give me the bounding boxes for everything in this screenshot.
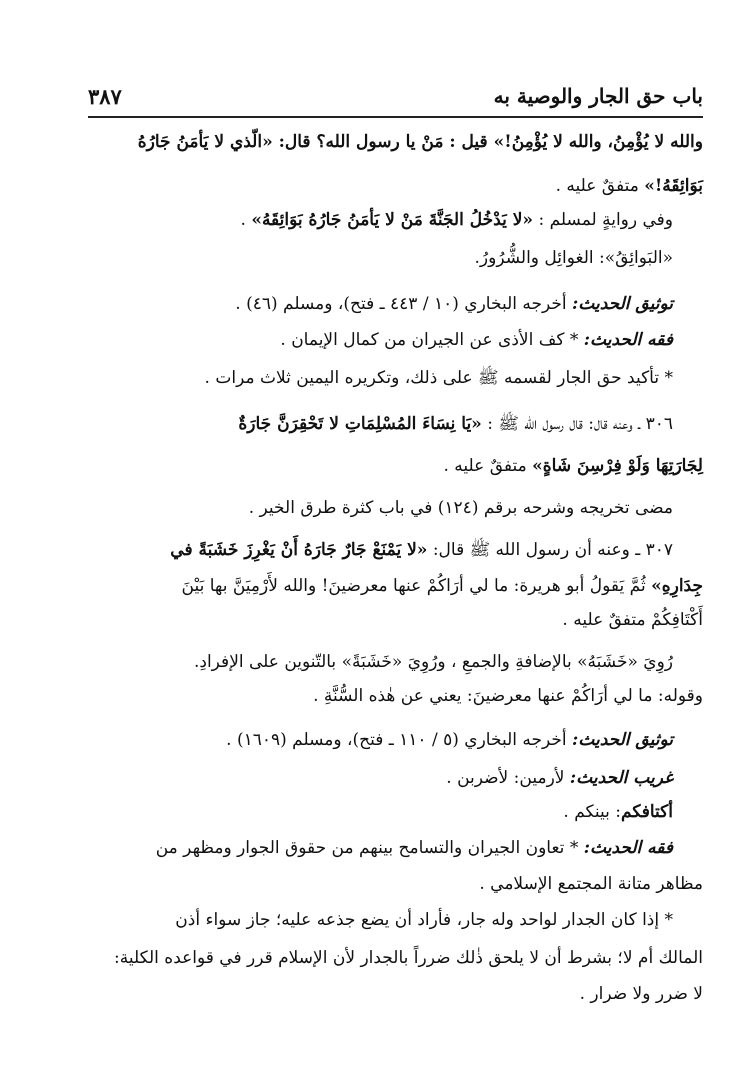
line-text: مضى تخريجه وشرحه برقم (١٢٤) في باب كثرة طرق الخير .: [248, 498, 673, 518]
line-text: وفي روايةٍ لمسلم :: [533, 210, 673, 230]
line-text: «البَوائِقُ»: الغوائِل والشُّرُورُ.: [474, 248, 673, 268]
line-text: لأرمين: لأضربن .: [446, 768, 570, 788]
section-label: فقه الحديث:: [583, 838, 673, 858]
line-text: أخرجه البخاري (٥ / ١١٠ ـ فتح)، ومسلم (١٦٠٩) .: [226, 730, 573, 750]
section-label: فقه الحديث:: [583, 330, 673, 350]
line-text: : بينكم .: [563, 802, 622, 822]
text-line: [313, 682, 703, 712]
text-line: [475, 244, 673, 274]
line-text: متفقٌ عليه .: [555, 176, 645, 196]
text-line: [170, 536, 673, 566]
line-text: .: [240, 210, 252, 230]
text-line: [241, 206, 674, 236]
text-line: [182, 572, 704, 602]
section-label: توثيق الحديث:: [572, 294, 673, 314]
text-line: [580, 980, 703, 1010]
term-label: أكتافكم: [621, 802, 673, 822]
line-text: * إذا كان الجدار لواحد وله جار، فأراد أن يضع جذعه عليه؛ جاز سواء أذن: [175, 910, 673, 930]
line-text: * تأكيد حق الجار لقسمه ﷺ على ذلك، وتكريره اليمين ثلاث مرات .: [204, 368, 673, 388]
line-text: ثُمَّ يَقولُ أبو هريرة: ما لي أرَاكُمْ عنها معرضينَ! والله لأَرْمِيَنَّ بها بَيْنَ: [181, 576, 652, 596]
text-line: [175, 906, 673, 936]
line-text: متفقٌ عليه .: [443, 456, 533, 476]
hadith-text: بَوَائِقَهُ!»: [644, 176, 703, 196]
line-text: * كف الأذى عن الجيران من كمال الإيمان .: [280, 330, 584, 350]
text-line: [194, 648, 673, 678]
text-line: [562, 606, 703, 636]
section-label: توثيق الحديث:: [572, 730, 673, 750]
header-divider: [88, 116, 703, 118]
hadith-text: جِدَارِهِ»: [651, 576, 703, 596]
text-line: [138, 128, 703, 158]
line-text: ٣٠٦ ـ وعنه قال: قال رسول الله ﷺ :: [481, 414, 673, 434]
text-line: [443, 452, 703, 482]
text-line: [156, 834, 673, 864]
text-line: [114, 944, 703, 974]
section-label: غريب الحديث:: [569, 768, 673, 788]
line-text: رُوِيَ «خَشَبَهُ» بالإضافةِ والجمعِ ، ورُوِيَ «خَشَبَةً» بالتّنوين على الإفرادِ.: [193, 652, 673, 672]
line-text: أَكْتَافِكُمْ متفقٌ عليه .: [562, 610, 703, 630]
text-line: [205, 364, 673, 394]
page-header: [88, 84, 703, 118]
line-text: ٣٠٧ ـ وعنه أن رسول الله ﷺ قال:: [427, 540, 673, 560]
chapter-title: باب حق الجار والوصية به: [493, 84, 703, 108]
hadith-text: «لا يَمْنَعْ جَارٌ جَارَهُ أَنْ يَغْرِزَ خَشَبَةً في: [170, 540, 428, 560]
text-line: [238, 410, 673, 440]
line-text: مظاهر متانة المجتمع الإسلامي .: [479, 874, 703, 894]
hadith-text: والله لا يُؤْمِنُ، والله لا يُؤْمِنُ!» قيل : مَنْ يا رسول الله؟ قال: «الّذي لا يَأمَنُ جَارُهُ: [137, 132, 703, 152]
text-line: [280, 326, 673, 356]
text-line: [249, 494, 673, 524]
text-line: [235, 290, 673, 320]
line-text: المالك أم لا؛ بشرط أن لا يلحق ذٰلك ضرراً بالجدار لأن الإسلام قرر في قواعده الكلية:: [114, 948, 703, 968]
line-text: * تعاون الجيران والتسامح بينهم من حقوق الجوار ومظهر من: [155, 838, 584, 858]
text-line: [556, 172, 703, 202]
hadith-text: لِجَارَتِهَا وَلَوْ فِرْسِنَ شَاةٍ»: [532, 456, 703, 476]
text-line: [446, 764, 673, 794]
line-text: لا ضرر ولا ضرار .: [579, 984, 703, 1004]
hadith-text: «لا يَدْخُلُ الجَنَّةَ مَنْ لا يَأمَنُ جَارُهُ بَوَائِقَهُ»: [251, 210, 534, 230]
line-text: أخرجه البخاري (١٠ / ٤٤٣ ـ فتح)، ومسلم (٤٦) .: [235, 294, 573, 314]
text-line: [479, 870, 703, 900]
page-number: ٣٨٧: [88, 84, 122, 109]
text-line: [226, 726, 673, 756]
line-text: وقوله: ما لي أرَاكُمْ عنها معرضينَ: يعني عن هٰذه السُّنَّةِ .: [313, 686, 703, 706]
hadith-text: «يَا نِسَاءَ المُسْلِمَاتِ لا تَحْقِرَنَّ جَارَةٌ: [238, 414, 482, 434]
text-line: [563, 798, 673, 828]
